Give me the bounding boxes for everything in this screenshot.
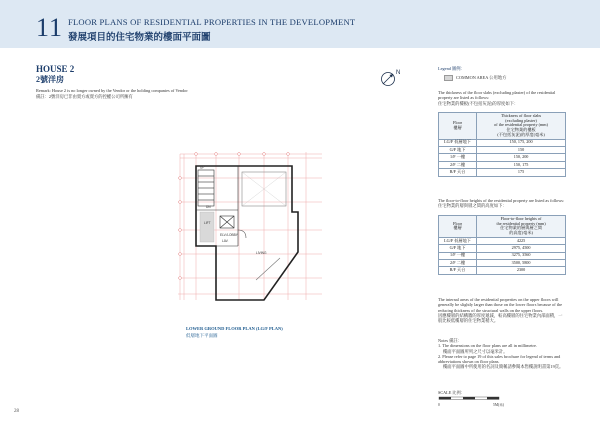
section-title-en: FLOOR PLANS OF RESIDENTIAL PROPERTIES IN THE DEVELOPMENT — [68, 17, 356, 27]
room-label: LIVING — [256, 251, 267, 255]
north-arrow-icon — [376, 66, 406, 90]
note-2-zh: 樓面平面圖中所使用的名詞及簡稱請參閱本售樓說明書第19頁。 — [443, 364, 564, 370]
table-cell: R/F 天台 — [439, 169, 477, 176]
table-cell: LG/F 低層地下 — [439, 237, 477, 244]
table-cell: 2/F 二樓 — [439, 259, 477, 266]
table-row — [439, 237, 566, 244]
page-number: 28 — [14, 409, 19, 414]
slab-table — [438, 112, 566, 177]
plan-caption-zh: 低層地下平面圖 — [186, 333, 218, 338]
table-cell: 150, 175, 200 — [477, 139, 566, 146]
table-cell: G/F 地下 — [439, 245, 477, 252]
table-cell: G/F 地下 — [439, 146, 477, 153]
height-intro-zh: 住宅物業的層與層之間的高度如下： — [438, 203, 507, 209]
slab-intro — [438, 90, 566, 106]
slab-col-thickness: Thickness of floor slabs (excluding plaster) of the residential property (mm) 住宅物業的樓板 (不包括灰泥)的厚度(毫米) — [477, 113, 566, 140]
note-1-zh: 樓面平面圖所列之尺寸以毫米計。 — [443, 348, 508, 354]
scale-bar — [438, 390, 508, 408]
table-cell: 3500, 5800 — [477, 259, 566, 266]
table-row — [439, 139, 566, 146]
floor-plan-drawing — [176, 150, 326, 322]
common-area-swatch — [444, 75, 453, 81]
legend-label: COMMON AREA 公用地方 — [456, 75, 507, 80]
room-label: UP — [200, 165, 205, 170]
slab-intro-en: The thickness of the floor slabs (excluding plaster) of the residential property are listed as follows: — [438, 90, 556, 101]
internal-areas-en: The internal areas of the residential properties on the upper floors will generally be slightly larger than those on the lower floors because of the reducing thickness of the structural walls on the upper floors. — [438, 297, 563, 313]
room-label: LAV. — [222, 239, 229, 243]
remark-zh: 備註：2號洋房已非由賣方或賣方的控權公司所擁有 — [36, 93, 133, 99]
room-label: LIFT — [204, 221, 211, 225]
notes-title: Notes 備註： — [438, 338, 462, 343]
scale-end: 5M(米) — [493, 403, 504, 407]
legend-title: Legend 圖例： — [438, 66, 465, 71]
table-cell: 150, 175 — [477, 161, 566, 168]
note-1-en: 1. The dimensions on the floor plans are all in millimetre. — [438, 343, 537, 349]
table-cell: 150, 200 — [477, 154, 566, 161]
scale-label: SCALE 比例： — [438, 390, 465, 395]
table-row — [439, 161, 566, 168]
scale-start: 0 — [438, 403, 440, 407]
height-col-floor: Floor 樓層 — [439, 216, 477, 238]
internal-areas-note — [438, 297, 566, 323]
legend-item — [444, 75, 506, 81]
note-2-en: 2. Please refer to page 19 of this sales brochure for legend of terms and abbreviations shown on floor plans. — [438, 353, 561, 365]
table-cell: 2300 — [477, 267, 566, 274]
table-row — [439, 245, 566, 252]
height-col-value: Floor-to-floor heights of the residential property (mm) 住宅物業的層與層之間 的高度(毫米) — [477, 216, 566, 238]
slab-intro-zh: 住宅物業的樓板(不包括灰泥)的厚度如下： — [438, 100, 519, 106]
table-row — [439, 267, 566, 274]
north-label: N — [396, 70, 401, 76]
internal-areas-zh: 因應樓層的結構牆的厚度遞減，較高樓層的住宅物業內部面積，一般比較低樓層的住宅物業稍大。 — [438, 312, 563, 324]
height-intro — [438, 198, 566, 209]
height-intro-en: The floor-to-floor heights of the residential property are listed as follows: — [438, 198, 565, 203]
remark — [36, 88, 296, 99]
table-cell: 2/F 二樓 — [439, 161, 477, 168]
table-cell: 175 — [477, 169, 566, 176]
table-cell: LG/F 低層地下 — [439, 139, 477, 146]
house-title: HOUSE 2 — [36, 64, 75, 74]
remark-en: Remark: House 2 is no longer owned by the Vendor or the holding companies of Vendor — [36, 88, 188, 93]
table-row — [439, 146, 566, 153]
table-row — [439, 154, 566, 161]
section-number: 11 — [36, 13, 64, 42]
table-cell: 1/F 一樓 — [439, 252, 477, 259]
table-row — [439, 252, 566, 259]
house-subtitle: 2號洋房 — [36, 75, 64, 84]
room-label: DN — [206, 205, 211, 209]
table-cell: 1/F 一樓 — [439, 154, 477, 161]
section-title-zh: 發展項目的住宅物業的樓面平面圖 — [68, 33, 211, 43]
table-cell: R/F 天台 — [439, 267, 477, 274]
plan-caption-en: LOWER GROUND FLOOR PLAN (LG/F PLAN) — [186, 326, 283, 331]
notes — [438, 338, 566, 370]
table-row — [439, 259, 566, 266]
slab-col-floor: Floor 樓層 — [439, 113, 477, 140]
height-table — [438, 215, 566, 275]
header-band — [0, 0, 600, 48]
table-row — [439, 169, 566, 176]
table-cell: 3275, 3560 — [477, 252, 566, 259]
room-label: ELV./LOBBY — [220, 233, 238, 237]
table-cell: 150 — [477, 146, 566, 153]
table-cell: 4225 — [477, 237, 566, 244]
table-cell: 2975, 4500 — [477, 245, 566, 252]
